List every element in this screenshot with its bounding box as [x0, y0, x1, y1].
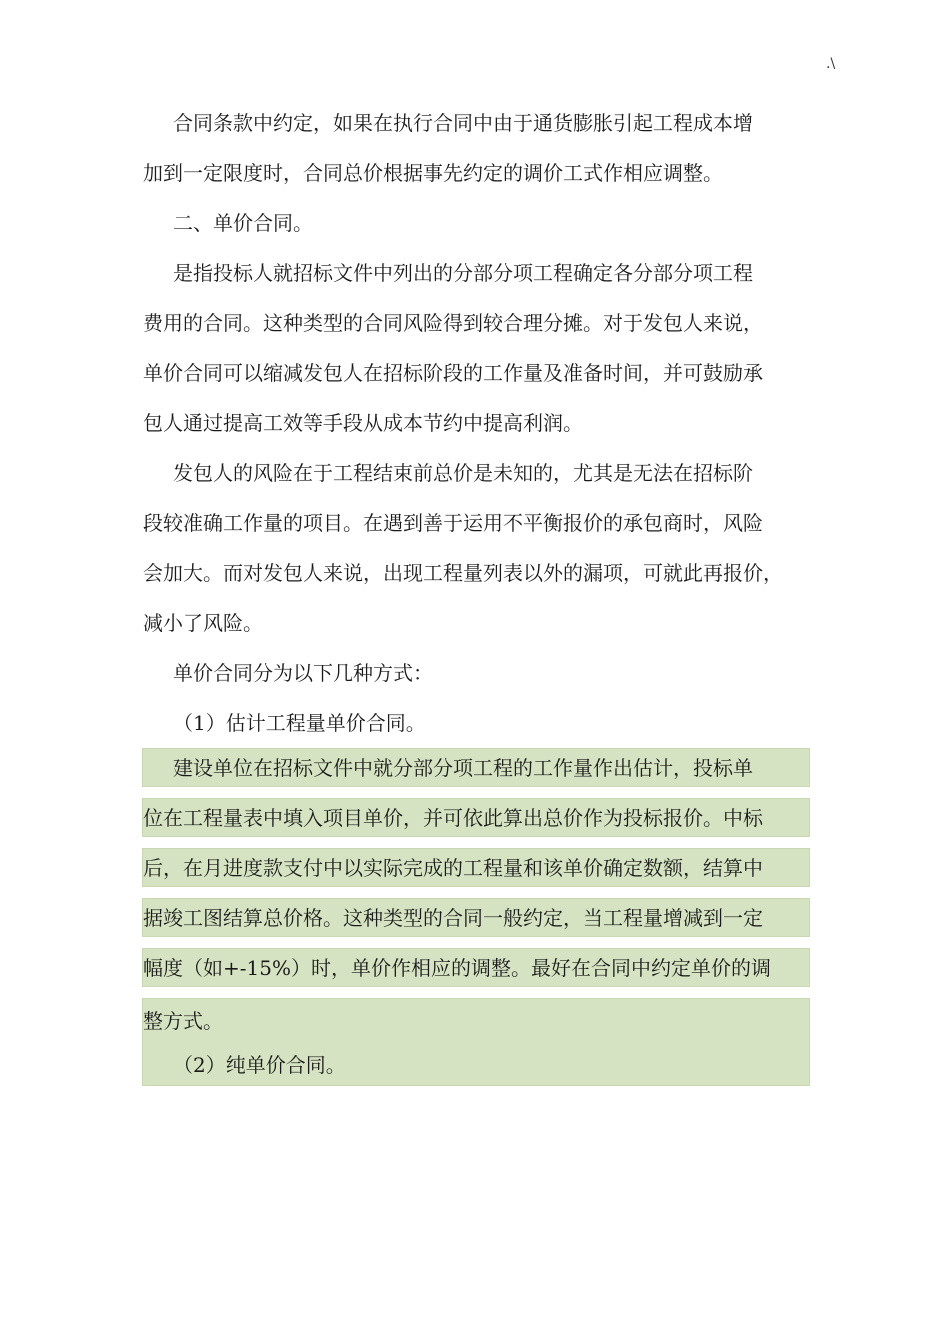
text-line: 减小了风险。	[143, 611, 263, 635]
highlighted-line: 建设单位在招标文件中就分部分项工程的工作量作出估计，投标单	[142, 748, 810, 787]
highlighted-line-group	[142, 998, 810, 1086]
highlighted-line: 据竣工图结算总价格。这种类型的合同一般约定，当工程量增减到一定	[142, 898, 810, 937]
text-line: 段较准确工作量的项目。在遇到善于运用不平衡报价的承包商时，风险	[143, 511, 763, 535]
paragraph-employer-risk	[143, 448, 811, 648]
list-item-heading: （2）纯单价合同。	[173, 1053, 346, 1077]
highlighted-line: 整方式。	[143, 1009, 223, 1033]
list-item-estimated-quantity	[143, 698, 811, 748]
text-line: 发包人的风险在于工程结束前总价是未知的，尤其是无法在招标阶	[173, 461, 753, 485]
text-line: 合同条款中约定，如果在执行合同中由于通货膨胀引起工程成本增	[173, 111, 753, 135]
highlighted-block	[143, 748, 811, 1086]
paragraph-inflation-clause	[143, 98, 811, 198]
text-line: 费用的合同。这种类型的合同风险得到较合理分摊。对于发包人来说，	[143, 311, 763, 335]
paragraph-definition	[143, 248, 811, 448]
section-heading: 二、单价合同。	[173, 211, 313, 235]
text-line: 单价合同可以缩减发包人在招标阶段的工作量及准备时间，并可鼓励承	[143, 361, 763, 385]
text-line: 包人通过提高工效等手段从成本节约中提高利润。	[143, 411, 583, 435]
text-line: 加到一定限度时，合同总价根据事先约定的调价工式作相应调整。	[143, 161, 723, 185]
page-header-mark: .\	[826, 56, 836, 72]
text-line: 是指投标人就招标文件中列出的分部分项工程确定各分部分项工程	[173, 261, 753, 285]
highlighted-line: 位在工程量表中填入项目单价，并可依此算出总价作为投标报价。中标	[142, 798, 810, 837]
list-item-heading: （1）估计工程量单价合同。	[173, 711, 426, 735]
text-line: 会加大。而对发包人来说，出现工程量列表以外的漏项，可就此再报价，	[143, 561, 783, 585]
paragraph-types-intro	[143, 648, 811, 698]
highlighted-line: 幅度（如+-15%）时，单价作相应的调整。最好在合同中约定单价的调	[142, 948, 810, 987]
document-body	[143, 98, 811, 1086]
section-heading-unit-price-contract	[143, 198, 811, 248]
text-line: 单价合同分为以下几种方式：	[173, 661, 433, 685]
highlighted-line: 后，在月进度款支付中以实际完成的工程量和该单价确定数额，结算中	[142, 848, 810, 887]
